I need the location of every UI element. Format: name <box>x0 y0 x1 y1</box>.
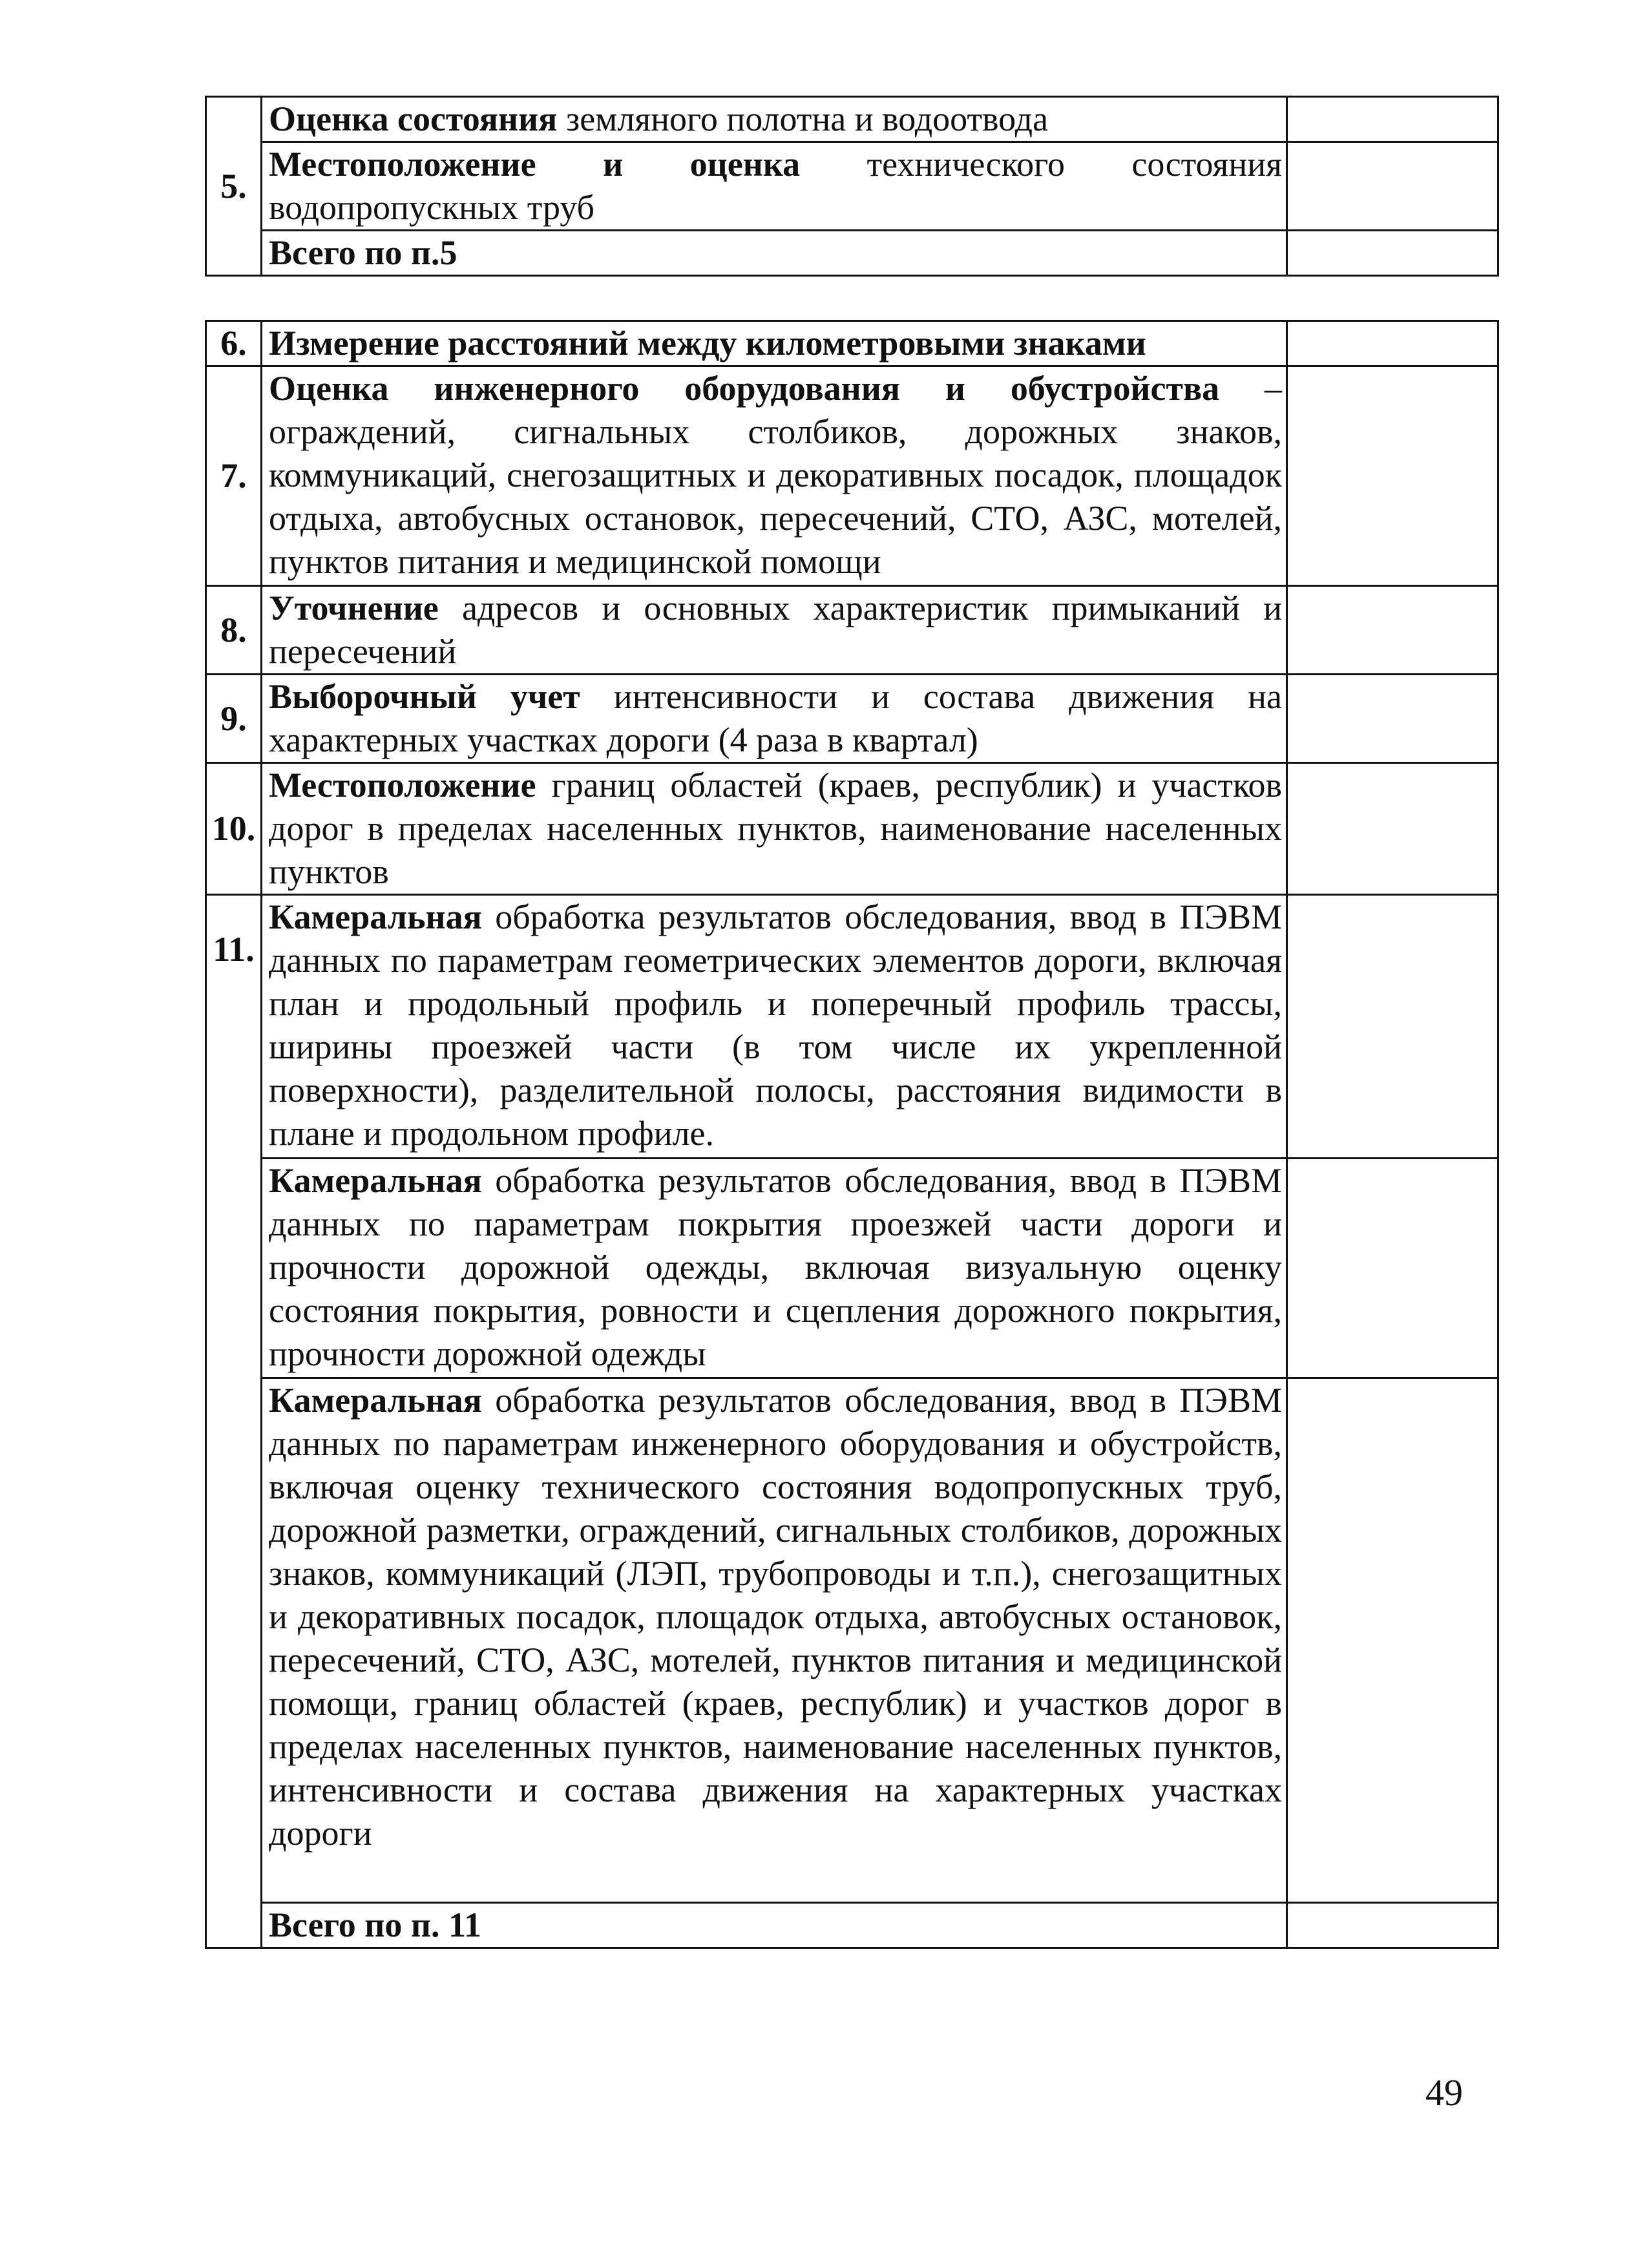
row-text-regular: интенсивности и состава движения на характерных участках дороги (4 раза в квартал) <box>269 677 1282 759</box>
value-cell <box>1287 675 1498 763</box>
row-number: 5. <box>206 97 262 276</box>
row-text-bold: Измерение расстояний между километровыми знаками <box>269 324 1146 362</box>
total-label: Всего по п. 11 <box>269 1906 482 1944</box>
row-number: 9. <box>206 675 262 763</box>
table-row <box>206 675 1498 763</box>
table-row <box>206 763 1498 895</box>
row-text <box>262 895 1287 1159</box>
page-number: 49 <box>1425 2072 1463 2114</box>
row-text-regular: обработка результатов обследования, ввод в ПЭВМ данных по параметрам покрытия проезжей части дороги и прочности дорожной одежды, включая визуальную оценку состояния покрытия, ровности и сцепления дорожного покрытия, прочности дорожной одежды <box>269 1161 1282 1373</box>
row-text-bold: Оценка состояния <box>269 100 558 138</box>
table-row <box>206 366 1498 586</box>
row-text-regular: технического состояния водопропускных труб <box>269 145 1282 227</box>
table-row <box>206 321 1498 366</box>
table-row <box>206 895 1498 1159</box>
value-cell <box>1287 321 1498 366</box>
table-row <box>206 97 1498 142</box>
value-cell <box>1287 895 1498 1159</box>
value-cell <box>1287 142 1498 231</box>
table-row <box>206 1903 1498 1948</box>
value-cell <box>1287 586 1498 675</box>
row-text-bold: Местоположение <box>269 766 536 804</box>
row-text-regular: адресов и основных характеристик примыканий и пересечений <box>269 589 1282 671</box>
row-text-regular: обработка результатов обследования, ввод в ПЭВМ данных по параметрам инженерного оборудования и обустройств, включая оценку технического состояния водопропускных труб, дорожной разметки, ограждений, сигнальных столбиков, дорожных знаков, коммуникаций (ЛЭП, трубопроводы и т.п.), снегозащитных и декоративных посадок, площадок отдыха, автобусных остановок, пересечений, СТО, АЗС, мотелей, пунктов питания и медицинской помощи, границ областей (краев, республик) и участков дорог в пределах населенных пунктов, наименование населенных пунктов, интенсивности и состава движения на характерных участках дороги <box>269 1381 1282 1853</box>
row-text-bold: Камеральная <box>269 898 482 936</box>
table-row <box>206 1378 1498 1903</box>
row-number: 8. <box>206 586 262 675</box>
table-row <box>206 231 1498 276</box>
row-text-bold: Местоположение и оценка <box>269 145 801 184</box>
row-text <box>262 675 1287 763</box>
row-text <box>262 763 1287 895</box>
total-text <box>262 1903 1287 1948</box>
total-label: Всего по п.5 <box>269 233 457 272</box>
row-text-regular: обработка результатов обследования, ввод в ПЭВМ данных по параметрам геометрических элементов дороги, включая план и продольный профиль и поперечный профиль трассы, ширины проезжей части (в том числе их укрепленной поверхности), разделительной полосы, расстояния видимости в плане и продольном профиле. <box>269 898 1282 1153</box>
table-items-6-11 <box>205 320 1499 1949</box>
table-row <box>206 142 1498 231</box>
row-text <box>262 586 1287 675</box>
row-text <box>262 1159 1287 1378</box>
value-cell <box>1287 97 1498 142</box>
row-text-bold: Камеральная <box>269 1161 482 1200</box>
row-text-regular: границ областей (краев, республик) и участков дорог в пределах населенных пунктов, наименование населенных пунктов <box>269 766 1282 891</box>
value-cell <box>1287 366 1498 586</box>
table-row <box>206 586 1498 675</box>
row-number: 7. <box>206 366 262 586</box>
row-text <box>262 142 1287 231</box>
row-text <box>262 1378 1287 1903</box>
row-text <box>262 97 1287 142</box>
row-number: 10. <box>206 763 262 895</box>
row-text <box>262 321 1287 366</box>
row-text <box>262 366 1287 586</box>
value-cell <box>1287 1903 1498 1948</box>
value-cell <box>1287 231 1498 276</box>
value-cell <box>1287 1159 1498 1378</box>
row-text-bold: Оценка инженерного оборудования и обустройства <box>269 369 1220 408</box>
table-item-5 <box>205 96 1499 277</box>
table-row <box>206 1159 1498 1378</box>
row-text-bold: Камеральная <box>269 1381 482 1420</box>
value-cell <box>1287 763 1498 895</box>
row-number: 11. <box>206 895 262 1948</box>
row-text-bold: Уточнение <box>269 589 439 627</box>
row-text-regular: –ограждений, сигнальных столбиков, дорожных знаков, коммуникаций, снегозащитных и декоративных посадок, площадок отдыха, автобусных остановок, пересечений, СТО, АЗС, мотелей, пунктов питания и медицинской помощи <box>269 369 1283 581</box>
row-number: 6. <box>206 321 262 366</box>
row-text-regular: земляного полотна и водоотвода <box>557 100 1049 138</box>
total-text <box>262 231 1287 276</box>
row-text-bold: Выборочный учет <box>269 677 580 716</box>
value-cell <box>1287 1378 1498 1903</box>
